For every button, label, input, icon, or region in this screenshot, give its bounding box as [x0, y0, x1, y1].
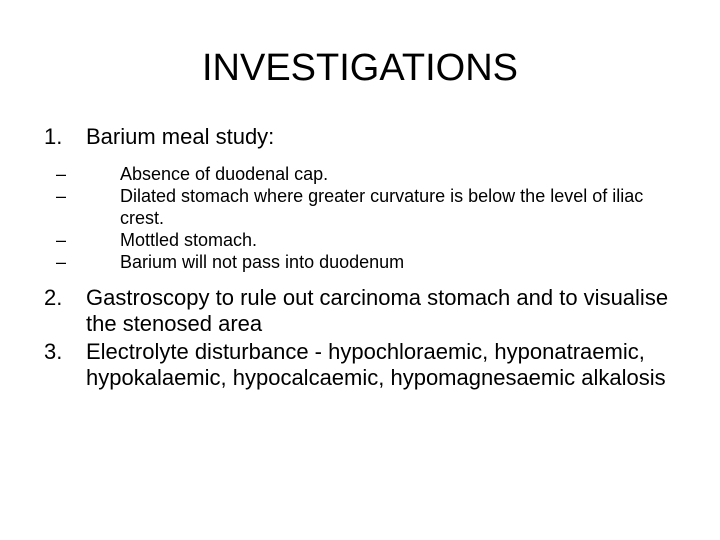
list-item-barium-meal	[44, 124, 684, 150]
sub-item-text: Absence of duodenal cap.	[120, 164, 329, 184]
item-number: 3.	[44, 339, 63, 364]
slide-body	[44, 124, 684, 391]
list-item-electrolyte-disturbance	[44, 339, 684, 391]
item-text: Barium meal study:	[86, 124, 275, 149]
dash-marker: –	[56, 230, 67, 250]
item-number: 1.	[44, 124, 63, 149]
sub-item-barium-not-pass	[44, 251, 684, 273]
sub-item-text: Barium will not pass into duodenum	[120, 252, 405, 272]
item-text: Electrolyte disturbance - hypochloraemic, hyponatraemic, hypokalaemic, hypocalcaemic, hypomagnesaemic alkalosis	[86, 339, 666, 390]
sub-item-absence-duodenal-cap	[44, 163, 684, 185]
sub-item-mottled-stomach	[44, 229, 684, 251]
sub-item-dilated-stomach	[44, 185, 684, 229]
sub-list	[44, 163, 684, 273]
list-item-gastroscopy	[44, 285, 684, 337]
dash-marker: –	[56, 186, 67, 206]
slide-title: INVESTIGATIONS	[201, 47, 518, 89]
item-number: 2.	[44, 285, 63, 310]
item-text: Gastroscopy to rule out carcinoma stomach and to visualise the stenosed area	[86, 285, 669, 336]
sub-item-text: Mottled stomach.	[120, 230, 258, 250]
sub-item-text: Dilated stomach where greater curvature is below the level of iliac crest.	[120, 186, 644, 228]
dash-marker: –	[56, 252, 67, 272]
dash-marker: –	[56, 164, 67, 184]
